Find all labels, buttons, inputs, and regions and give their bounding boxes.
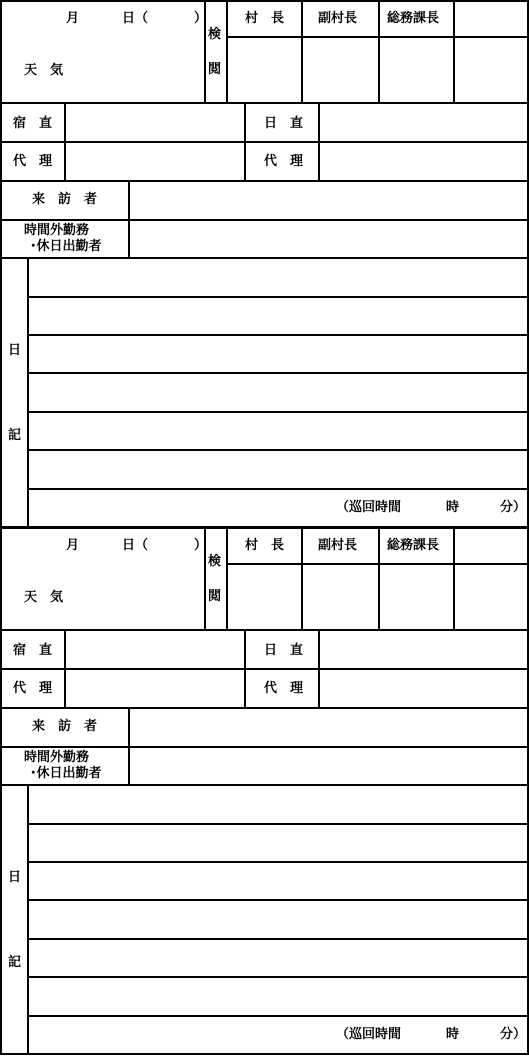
overtime-label-1: 時間外勤務 — [24, 750, 90, 765]
proxy-label-2: 代 理 — [264, 154, 304, 169]
inspect-label-2: 閲 — [208, 62, 222, 77]
day-duty-label: 日 直 — [264, 116, 304, 131]
approver-mayor: 村 長 — [245, 11, 285, 26]
weather-label: 天 気 — [24, 590, 64, 605]
border-top — [0, 527, 529, 529]
proxy-label: 代 理 — [13, 154, 53, 169]
day-close: ） — [194, 538, 208, 553]
day-duty-label: 日 直 — [264, 643, 304, 658]
approver-general-affairs: 総務課長 — [387, 11, 440, 26]
border-left — [0, 0, 2, 528]
day-label: 日（ — [122, 11, 149, 26]
inspect-label-2: 閲 — [208, 589, 222, 604]
approver-vice-mayor: 副村長 — [318, 538, 358, 553]
proxy-label-2: 代 理 — [264, 681, 304, 696]
diary-label-2: 記 — [8, 428, 22, 443]
month-label: 月 — [66, 538, 80, 553]
overtime-label-2: ･休日出勤者 — [30, 766, 102, 781]
border-top — [0, 0, 529, 2]
approver-vice-mayor: 副村長 — [318, 11, 358, 26]
day-close: ） — [194, 11, 208, 26]
approver-mayor: 村 長 — [245, 538, 285, 553]
patrol-minute: 分） — [500, 500, 527, 515]
patrol-hour: 時 — [446, 500, 460, 515]
diary-label-2: 記 — [8, 955, 22, 970]
approver-general-affairs: 総務課長 — [387, 538, 440, 553]
diary-label-1: 日 — [8, 870, 22, 885]
night-duty-label: 宿 直 — [13, 116, 53, 131]
diary-label-1: 日 — [8, 343, 22, 358]
patrol-label: （巡回時間 — [336, 500, 402, 515]
proxy-label: 代 理 — [13, 681, 53, 696]
night-duty-label: 宿 直 — [13, 643, 53, 658]
inspect-label-1: 検 — [208, 27, 222, 42]
weather-label: 天 気 — [24, 63, 64, 78]
visitor-label: 来 訪 者 — [32, 719, 98, 734]
patrol-hour: 時 — [446, 1027, 460, 1042]
diary-form-2 — [0, 527, 529, 1055]
month-label: 月 — [66, 11, 80, 26]
inspect-label-1: 検 — [208, 554, 222, 569]
border-left — [0, 527, 2, 1055]
patrol-minute: 分） — [500, 1027, 527, 1042]
overtime-label-2: ･休日出勤者 — [30, 239, 102, 254]
overtime-label-1: 時間外勤務 — [24, 223, 90, 238]
border-bottom — [0, 1053, 529, 1055]
patrol-label: （巡回時間 — [336, 1027, 402, 1042]
day-label: 日（ — [122, 538, 149, 553]
visitor-label: 来 訪 者 — [32, 192, 98, 207]
